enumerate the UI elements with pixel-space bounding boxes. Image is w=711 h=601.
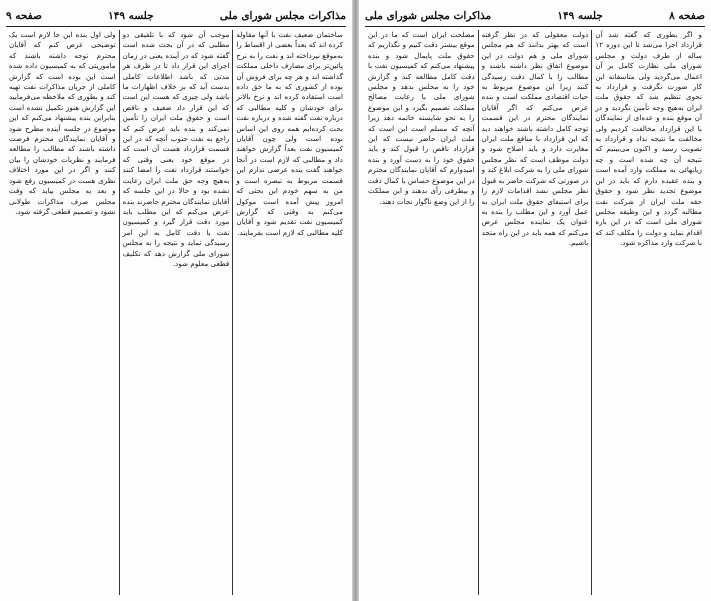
right-header-title: مذاکرات مجلس شورای ملی xyxy=(365,10,492,22)
right-page-col-middle: دولت معقولی که در نظر گرفته است که بهتر بدانند که هم مجلس شورای ملی و هم دولت در این موضوع اتفاق نظر داشته باشند و مطالب را با کمال دقت رسیدگی کنند زیرا این موضوع مربوط به حیات اقتصادی مملکت است و بنده عرض می‌کنم که اگر آقایان نمایندگان محترم در این قسمت توجه کامل داشته باشند خواهند دید که این قرارداد با منافع ملت ایران مغایرت دارد و باید اصلاح شود و دولت موظف است که نظر مجلس شورای ملی را به شرکت ابلاغ کند و در صورتی که شرکت حاضر به قبول نظر مجلس نشد اقدامات لازم را برای استیفای حقوق ملت ایران به عمل آورد و این مطلب را بنده به عنوان یک نماینده مجلس عرض می‌کنم که همه باید در این راه متحد باشیم. xyxy=(481,30,589,248)
right-page-col-left: مصلحت ایران است که ما در این موقع بیشتر دقت کنیم و نگذاریم که حقوق ملت پایمال شود و بنده پیشنهاد می‌کنم که کمیسیون نفت با دقت کامل مطالعه کند و گزارش خود را به مجلس بدهد و مجلس شورای ملی با رعایت مصالح مملکت تصمیم بگیرد و این موضوع را به نحو شایسته خاتمه دهد زیرا آنچه که مسلم است این است که ملت ایران حاضر نیست که این قرارداد ناقص را قبول کند و باید حقوق خود را به دست آورد و بنده امیدوارم که آقایان نمایندگان محترم در این موضوع حساس با کمال دقت و بیطرفی رأی بدهند و این مملکت را از این وضع ناگوار نجات دهند. xyxy=(367,30,475,206)
right-page-header xyxy=(365,6,705,27)
book-gutter xyxy=(352,0,359,601)
left-page-columns xyxy=(6,30,346,595)
right-page-col-right: و اگر بطوری که گفته شد آن قرارداد اجرا می‌شد تا این دوره ۱۲ ساله از طرف دولت و مجلس شورای ملی نظارت کامل بر آن اعمال می‌گردید ولی متاسفانه این کار صورت نگرفت و قرارداد به نحوی تنظیم شد که حقوق ملت ایران به‌هیچ وجه تأمین نگردید و در آن موقع بنده و عده‌ای از نمایندگان با این قرارداد مخالفت کردیم ولی مخالفت ما نتیجه نداد و قرارداد به تصویب رسید و اکنون می‌بینیم که نتیجه آن چه شده است و چه زیانهائی به مملکت وارد آمده است و بنده عقیده دارم که باید در این موضوع تجدید نظر شود و حقوق حقه ملت ایران از شرکت نفت مطالبه گردد و این وظیفه مجلس شورای ملی است که در این باره اقدام نماید و دولت را مکلف کند که با شرکت وارد مذاکره شود. xyxy=(595,30,702,248)
right-header-session: جلسه ۱۴۹ xyxy=(557,10,603,22)
left-page xyxy=(0,0,352,601)
left-header-session: جلسه ۱۴۹ xyxy=(108,10,154,22)
right-page xyxy=(359,0,711,601)
right-header-page-number: صفحه ۸ xyxy=(669,10,705,22)
left-page-col-middle: موجب آن شود که با تلفیقی دو مطلبی که در آن بحث شده است گفته شود که در آینده یعنی در زمان اجرای این قرار داد تا در ظرف هر مدتی که باشد اطلاعات کاملی بدست آید که بر خلاف اظهارات ما باشد ولی چیزی که هست این است که این قرار داد ضعیف و ناقص است و حقوق ملت ایران را تأمین نمی‌کند و بنده باید عرض کنم که راجع به نفت جنوب آنچه که در این قسمت قرارداد هست آن است که در موقع خود یعنی وقتی که خواستند قرارداد نفت را امضا کنند به‌هیچ وجه حق ملت ایران رعایت نشده بود و حالا در این جلسه که آقایان نمایندگان محترم حاضرند بنده عرض می‌کنم که این مطلب باید مورد دقت قرار گیرد و کمیسیون نفت با دقت کامل به این امر رسیدگی نماید و نتیجه را به مجلس شورای ملی گزارش دهد که تکلیف قطعی معلوم شود. xyxy=(122,30,230,268)
right-page-columns xyxy=(365,30,705,595)
left-page-col-right: ساختمان ضعیف نفت با آنها مقاوله کرده اند که بعداً بعضی از اقساط را به‌موقع نپرداخته اند و نفت را به نرخ پائین‌تر برای مصارف داخلی مملکت گذاشته اند و هر چه برای فروش آن بوده از کشوری که به ما حق داده است استفاده کرده اند و نرخ بالاتر برای خودشان و کلیه مطالبی که درباره نفت گفته شده و درباره نفت بحث کرده‌ایم همه روی این اساس بوده است ولی چون آقایان کمیسیون نفت بعداً گزارش خواهند داد و مطالبی که لازم است در آنجا خواهند گفت بنده عرضی ندارم این قسمت مربوط به تبصره است و من به سهم خودم این بحثی که امروز پیش آمده است موکول می‌کنم به وقتی که گزارش کمیسیون نفت تقدیم شود و آقایان کلیه مطالبی که لازم است بفرمایند. xyxy=(236,30,343,237)
left-header-title: مذاکرات مجلس شورای ملی xyxy=(219,10,346,22)
left-page-col-left: ولی اول بنده این جا لازم است یک توضیحی عرض کنم که آقایان محترم توجه داشته باشند که ماموریتی که به کمیسیون داده شده است این بوده است که گزارش کاملی از جریان مذاکرات نفت تهیه کند و بطوری که ملاحظه می‌فرمایید این گزارش هنوز تکمیل نشده است بنابراین بنده پیشنهاد می‌کنم که این موضوع در جلسه آینده مطرح شود و آقایان نمایندگان محترم فرصت داشته باشند که مطالب را مطالعه فرمایند و نظریات خودشان را بیان کنند و اگر در این مورد اختلاف نظری هست در کمیسیون رفع شود و بعد به مجلس بیاید که وقت مجلس صرف مذاکرات طولانی نشود و تصمیم قطعی گرفته شود. xyxy=(8,30,116,216)
left-header-page-number: صفحه ۹ xyxy=(6,10,42,22)
left-page-header xyxy=(6,6,346,27)
